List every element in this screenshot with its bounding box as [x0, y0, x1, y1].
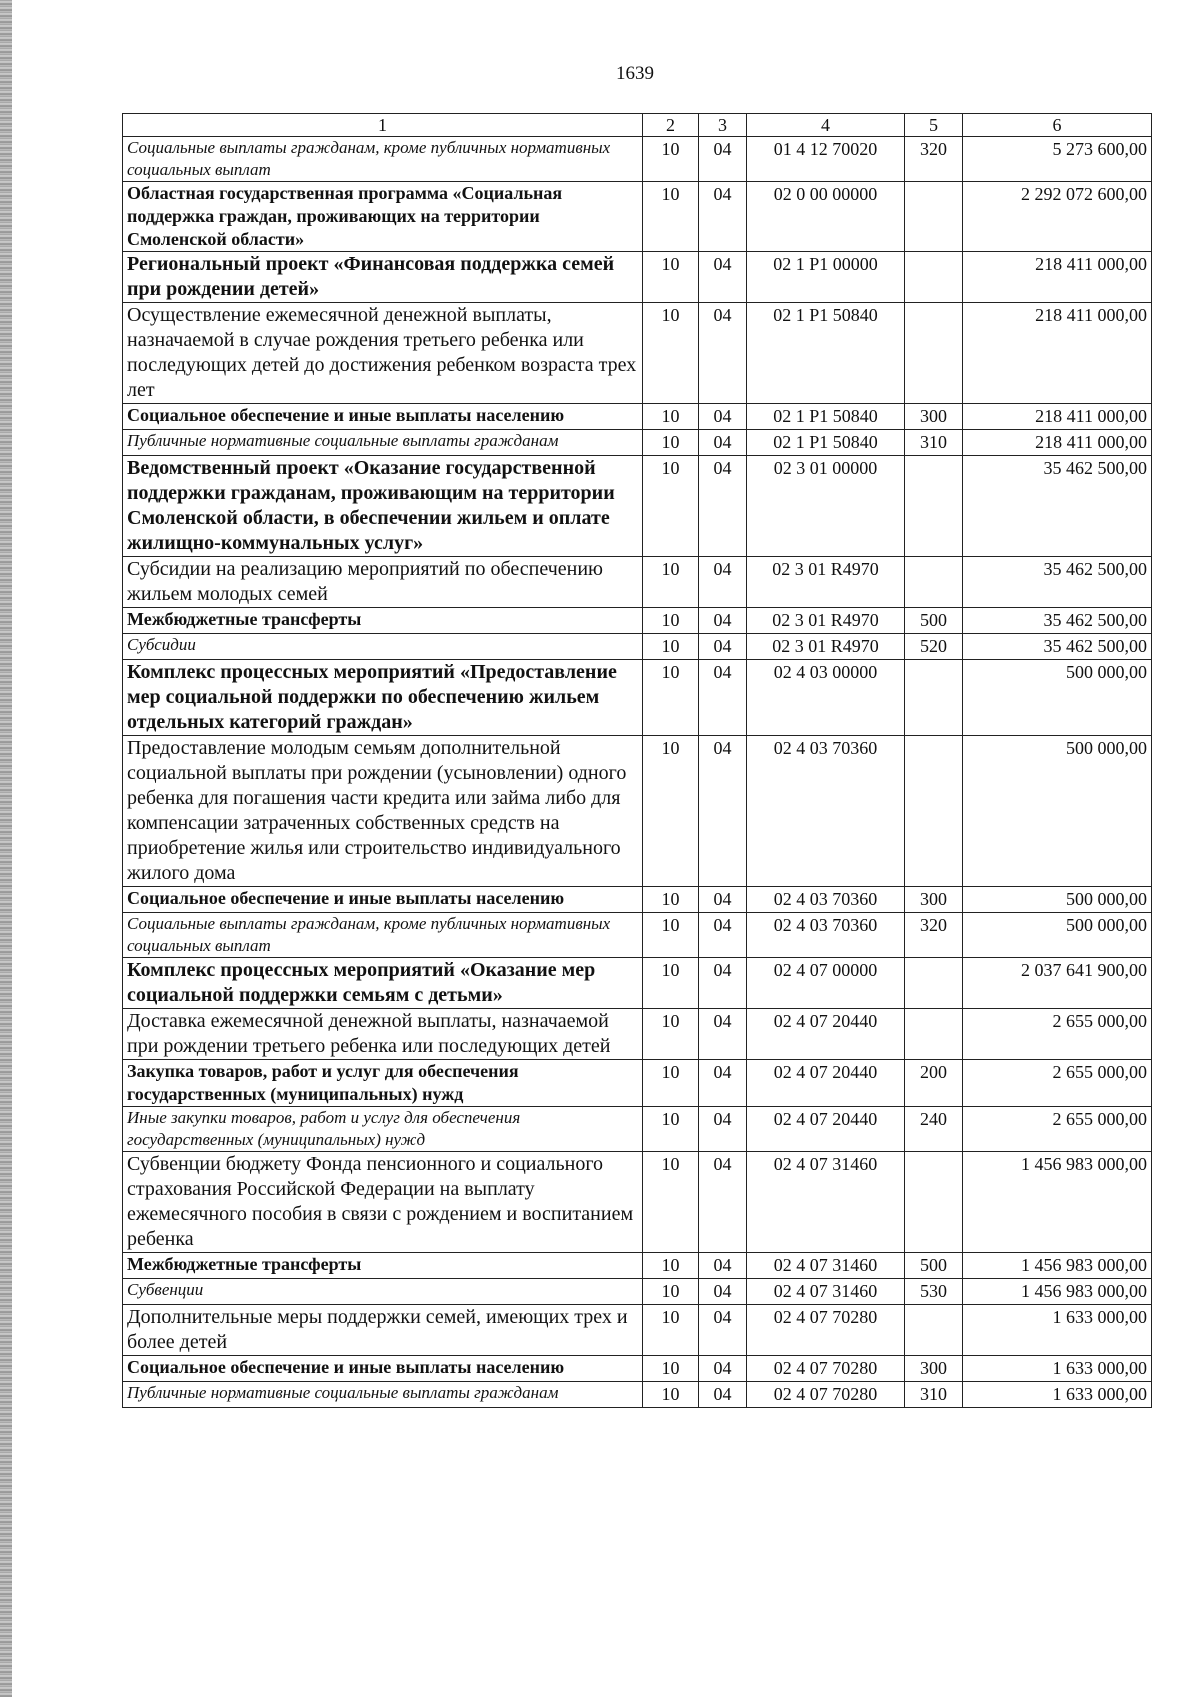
- row-section: 10: [643, 958, 699, 1009]
- row-target-code: 02 3 01 00000: [747, 456, 905, 557]
- row-name: Социальные выплаты гражданам, кроме публичных нормативных социальных выплат: [123, 137, 643, 182]
- row-name: Публичные нормативные социальные выплаты гражданам: [123, 1382, 643, 1408]
- row-expense-type: 300: [905, 887, 963, 913]
- row-section: 10: [643, 557, 699, 608]
- table-row: [123, 634, 1152, 660]
- row-target-code: 02 3 01 R4970: [747, 557, 905, 608]
- row-subsection: 04: [699, 1152, 747, 1253]
- row-name: Закупка товаров, работ и услуг для обеспечения государственных (муниципальных) нужд: [123, 1060, 643, 1107]
- row-expense-type: [905, 660, 963, 736]
- row-section: 10: [643, 252, 699, 303]
- row-expense-type: [905, 1305, 963, 1356]
- row-subsection: 04: [699, 958, 747, 1009]
- row-expense-type: [905, 252, 963, 303]
- row-amount: 2 292 072 600,00: [963, 182, 1152, 252]
- row-name: Ведомственный проект «Оказание государственной поддержки гражданам, проживающим на территории Смоленской области, в обеспечении жильем и оплате жилищно-коммунальных услуг»: [123, 456, 643, 557]
- row-expense-type: 310: [905, 430, 963, 456]
- table-row: [123, 608, 1152, 634]
- scan-edge: [0, 0, 12, 1697]
- row-expense-type: [905, 958, 963, 1009]
- row-expense-type: [905, 456, 963, 557]
- row-section: 10: [643, 608, 699, 634]
- row-expense-type: 200: [905, 1060, 963, 1107]
- row-subsection: 04: [699, 1279, 747, 1305]
- row-expense-type: 320: [905, 913, 963, 958]
- row-target-code: 02 4 07 00000: [747, 958, 905, 1009]
- table-row: [123, 430, 1152, 456]
- row-target-code: 02 4 07 31460: [747, 1279, 905, 1305]
- table-body: [123, 137, 1152, 1408]
- row-section: 10: [643, 1305, 699, 1356]
- row-target-code: 02 4 03 70360: [747, 887, 905, 913]
- row-section: 10: [643, 1060, 699, 1107]
- row-subsection: 04: [699, 1305, 747, 1356]
- table-row: [123, 736, 1152, 887]
- row-subsection: 04: [699, 608, 747, 634]
- row-amount: 218 411 000,00: [963, 404, 1152, 430]
- row-amount: 5 273 600,00: [963, 137, 1152, 182]
- table-row: [123, 252, 1152, 303]
- row-name: Предоставление молодым семьям дополнительной социальной выплаты при рождении (усыновлении) одного ребенка для погашения части кредита или займа либо для компенсации затраченных собственных средств на приобретение жилья или строительство индивидуального жилого дома: [123, 736, 643, 887]
- row-amount: 1 456 983 000,00: [963, 1152, 1152, 1253]
- row-section: 10: [643, 660, 699, 736]
- page-number: 1639: [616, 63, 654, 84]
- row-section: 10: [643, 1152, 699, 1253]
- row-name: Иные закупки товаров, работ и услуг для обеспечения государственных (муниципальных) нужд: [123, 1107, 643, 1152]
- row-section: 10: [643, 1253, 699, 1279]
- row-target-code: 02 4 07 31460: [747, 1152, 905, 1253]
- row-target-code: 02 4 07 70280: [747, 1382, 905, 1408]
- row-section: 10: [643, 430, 699, 456]
- row-amount: 500 000,00: [963, 913, 1152, 958]
- row-amount: 2 655 000,00: [963, 1060, 1152, 1107]
- row-target-code: 01 4 12 70020: [747, 137, 905, 182]
- row-target-code: 02 4 07 70280: [747, 1356, 905, 1382]
- column-header: 4: [747, 114, 905, 137]
- row-expense-type: 320: [905, 137, 963, 182]
- row-target-code: 02 3 01 R4970: [747, 634, 905, 660]
- row-target-code: 02 4 03 70360: [747, 736, 905, 887]
- row-target-code: 02 1 P1 50840: [747, 303, 905, 404]
- row-section: 10: [643, 1009, 699, 1060]
- row-subsection: 04: [699, 252, 747, 303]
- row-subsection: 04: [699, 736, 747, 887]
- row-expense-type: 240: [905, 1107, 963, 1152]
- row-name: Социальное обеспечение и иные выплаты населению: [123, 1356, 643, 1382]
- table-row: [123, 182, 1152, 252]
- budget-table: [122, 113, 1152, 1408]
- row-amount: 500 000,00: [963, 660, 1152, 736]
- row-expense-type: 520: [905, 634, 963, 660]
- table-row: [123, 660, 1152, 736]
- row-amount: 1 633 000,00: [963, 1382, 1152, 1408]
- row-name: Межбюджетные трансферты: [123, 1253, 643, 1279]
- row-amount: 2 655 000,00: [963, 1107, 1152, 1152]
- table-row: [123, 913, 1152, 958]
- row-subsection: 04: [699, 1009, 747, 1060]
- row-section: 10: [643, 887, 699, 913]
- row-subsection: 04: [699, 660, 747, 736]
- row-section: 10: [643, 913, 699, 958]
- row-subsection: 04: [699, 182, 747, 252]
- row-name: Комплекс процессных мероприятий «Предоставление мер социальной поддержки по обеспечению жильем отдельных категорий граждан»: [123, 660, 643, 736]
- row-target-code: 02 3 01 R4970: [747, 608, 905, 634]
- row-subsection: 04: [699, 404, 747, 430]
- header-row: [123, 114, 1152, 137]
- row-name: Дополнительные меры поддержки семей, имеющих трех и более детей: [123, 1305, 643, 1356]
- table-row: [123, 1107, 1152, 1152]
- table-row: [123, 1279, 1152, 1305]
- table-row: [123, 1382, 1152, 1408]
- row-subsection: 04: [699, 887, 747, 913]
- row-target-code: 02 1 P1 00000: [747, 252, 905, 303]
- row-name: Социальное обеспечение и иные выплаты населению: [123, 404, 643, 430]
- row-expense-type: 500: [905, 608, 963, 634]
- row-target-code: 02 0 00 00000: [747, 182, 905, 252]
- row-target-code: 02 4 03 00000: [747, 660, 905, 736]
- row-name: Субвенции: [123, 1279, 643, 1305]
- table-row: [123, 404, 1152, 430]
- row-amount: 218 411 000,00: [963, 430, 1152, 456]
- row-expense-type: 530: [905, 1279, 963, 1305]
- row-section: 10: [643, 456, 699, 557]
- row-expense-type: 310: [905, 1382, 963, 1408]
- row-section: 10: [643, 736, 699, 887]
- table-row: [123, 887, 1152, 913]
- row-subsection: 04: [699, 456, 747, 557]
- column-header: 1: [123, 114, 643, 137]
- row-section: 10: [643, 634, 699, 660]
- row-name: Социальные выплаты гражданам, кроме публичных нормативных социальных выплат: [123, 913, 643, 958]
- table-row: [123, 557, 1152, 608]
- row-section: 10: [643, 1356, 699, 1382]
- row-section: 10: [643, 137, 699, 182]
- row-target-code: 02 4 03 70360: [747, 913, 905, 958]
- row-subsection: 04: [699, 137, 747, 182]
- table-row: [123, 1060, 1152, 1107]
- column-header: 2: [643, 114, 699, 137]
- row-subsection: 04: [699, 1060, 747, 1107]
- row-expense-type: [905, 557, 963, 608]
- row-amount: 1 456 983 000,00: [963, 1279, 1152, 1305]
- row-subsection: 04: [699, 1382, 747, 1408]
- row-subsection: 04: [699, 913, 747, 958]
- row-name: Региональный проект «Финансовая поддержка семей при рождении детей»: [123, 252, 643, 303]
- row-target-code: 02 1 P1 50840: [747, 404, 905, 430]
- row-amount: 35 462 500,00: [963, 456, 1152, 557]
- row-target-code: 02 4 07 31460: [747, 1253, 905, 1279]
- row-target-code: 02 4 07 70280: [747, 1305, 905, 1356]
- row-amount: 218 411 000,00: [963, 303, 1152, 404]
- row-amount: 35 462 500,00: [963, 608, 1152, 634]
- row-name: Социальное обеспечение и иные выплаты населению: [123, 887, 643, 913]
- row-subsection: 04: [699, 634, 747, 660]
- row-target-code: 02 4 07 20440: [747, 1060, 905, 1107]
- table-row: [123, 137, 1152, 182]
- row-amount: 218 411 000,00: [963, 252, 1152, 303]
- row-expense-type: [905, 1009, 963, 1060]
- row-amount: 35 462 500,00: [963, 557, 1152, 608]
- row-name: Комплекс процессных мероприятий «Оказание мер социальной поддержки семьям с детьми»: [123, 958, 643, 1009]
- row-expense-type: 300: [905, 404, 963, 430]
- row-amount: 1 633 000,00: [963, 1356, 1152, 1382]
- row-amount: 500 000,00: [963, 887, 1152, 913]
- row-expense-type: [905, 1152, 963, 1253]
- row-name: Субсидии: [123, 634, 643, 660]
- row-section: 10: [643, 404, 699, 430]
- row-section: 10: [643, 1279, 699, 1305]
- table-row: [123, 1152, 1152, 1253]
- row-amount: 2 037 641 900,00: [963, 958, 1152, 1009]
- row-subsection: 04: [699, 557, 747, 608]
- row-section: 10: [643, 1107, 699, 1152]
- row-name: Областная государственная программа «Социальная поддержка граждан, проживающих на территории Смоленской области»: [123, 182, 643, 252]
- row-expense-type: [905, 182, 963, 252]
- row-amount: 1 633 000,00: [963, 1305, 1152, 1356]
- row-expense-type: [905, 303, 963, 404]
- row-name: Межбюджетные трансферты: [123, 608, 643, 634]
- table-row: [123, 303, 1152, 404]
- row-subsection: 04: [699, 303, 747, 404]
- column-header: 5: [905, 114, 963, 137]
- row-name: Субвенции бюджету Фонда пенсионного и социального страхования Российской Федерации на выплату ежемесячного пособия в связи с рождением и воспитанием ребенка: [123, 1152, 643, 1253]
- row-section: 10: [643, 182, 699, 252]
- row-amount: 1 456 983 000,00: [963, 1253, 1152, 1279]
- row-amount: 2 655 000,00: [963, 1009, 1152, 1060]
- row-subsection: 04: [699, 1107, 747, 1152]
- row-name: Осуществление ежемесячной денежной выплаты, назначаемой в случае рождения третьего ребенка или последующих детей до достижения ребенком возраста трех лет: [123, 303, 643, 404]
- row-target-code: 02 4 07 20440: [747, 1107, 905, 1152]
- row-section: 10: [643, 303, 699, 404]
- row-amount: 500 000,00: [963, 736, 1152, 887]
- row-name: Субсидии на реализацию мероприятий по обеспечению жильем молодых семей: [123, 557, 643, 608]
- row-section: 10: [643, 1382, 699, 1408]
- row-name: Публичные нормативные социальные выплаты гражданам: [123, 430, 643, 456]
- row-target-code: 02 1 P1 50840: [747, 430, 905, 456]
- row-subsection: 04: [699, 430, 747, 456]
- table-row: [123, 1305, 1152, 1356]
- row-expense-type: 300: [905, 1356, 963, 1382]
- table-row: [123, 1009, 1152, 1060]
- table-row: [123, 1253, 1152, 1279]
- row-subsection: 04: [699, 1253, 747, 1279]
- column-header: 6: [963, 114, 1152, 137]
- table-row: [123, 1356, 1152, 1382]
- table-row: [123, 456, 1152, 557]
- row-target-code: 02 4 07 20440: [747, 1009, 905, 1060]
- column-header: 3: [699, 114, 747, 137]
- row-expense-type: 500: [905, 1253, 963, 1279]
- row-name: Доставка ежемесячной денежной выплаты, назначаемой при рождении третьего ребенка или последующих детей: [123, 1009, 643, 1060]
- row-subsection: 04: [699, 1356, 747, 1382]
- row-expense-type: [905, 736, 963, 887]
- row-amount: 35 462 500,00: [963, 634, 1152, 660]
- table-row: [123, 958, 1152, 1009]
